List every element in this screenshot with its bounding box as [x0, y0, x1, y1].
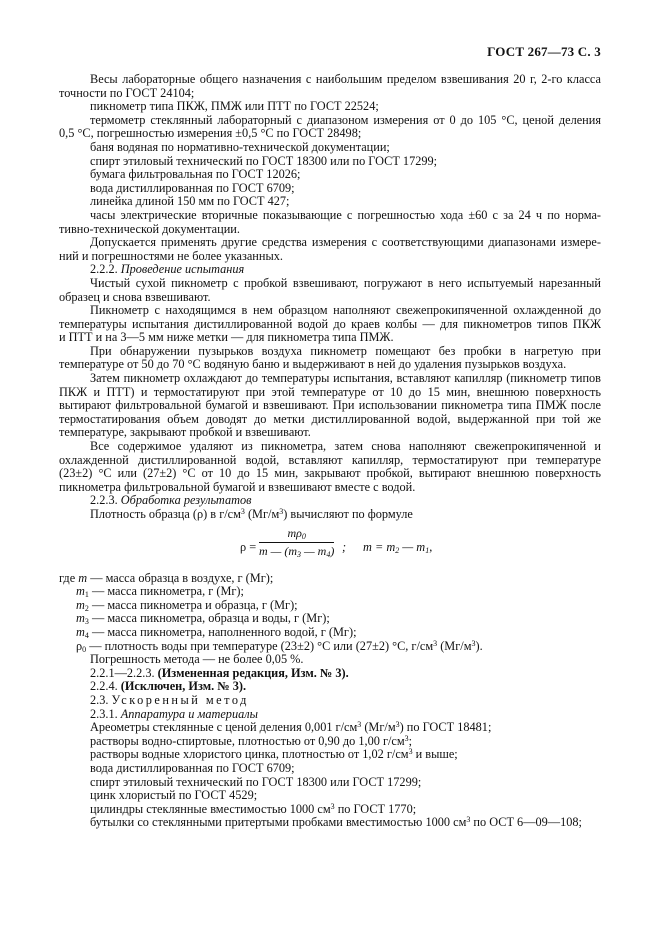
text-line: Пикнометр с находящимся в нем образцом наполняют свежепрокипяченной охлажденной до — [90, 303, 601, 318]
section-number: 2.3.1. — [90, 706, 118, 721]
formula-text: , — [429, 539, 433, 554]
section-title: Проведение испытания — [120, 262, 245, 277]
section-number: 2.2.2. — [90, 262, 118, 277]
density-formula — [59, 522, 601, 572]
text-line — [59, 803, 601, 817]
text-fragment: цилиндры стеклянные вместимостью 1000 см — [90, 801, 331, 816]
text-line: температуре, закрывают пробкой и взвешивают. — [59, 425, 311, 440]
text-line — [59, 721, 601, 735]
superscript: 3 — [471, 638, 476, 648]
text-line: и ПТТ и на 3—5 мм ниже метки — для пикнометра типа ПМЖ. — [59, 330, 394, 345]
formula-fraction — [259, 527, 334, 559]
text-fragment: Ареометры стеклянные с ценой деления 0,001 г/см — [90, 720, 358, 735]
text-line: Чистый сухой пикнометр с пробкой взвешивают, погружают в него испытуемый нарезанный — [90, 275, 601, 290]
text-fragment: бутылки со стеклянными притертыми пробками вместимостью 1000 см — [90, 815, 467, 830]
text-fragment: растворы водно-спиртовые, плотностью от 0,90 до 1,00 г/см — [90, 733, 405, 748]
text-line: (23±2) °С или (27±2) °С от 10 до 15 мин, закрывают пробкой, вытирают внешнюю поверхность — [59, 466, 601, 481]
fraction-numerator — [259, 527, 334, 543]
text-fragment: растворы водные хлористого цинка, плотностью от 1,02 г/см — [90, 747, 409, 762]
text-line: термометр стеклянный лабораторный с диапазоном измерения от 0 до 105 °С, ценой деления — [90, 112, 601, 127]
text-line: При обнаружении пузырьков воздуха пикнометр помещают без пробки в нагретую при — [90, 343, 601, 358]
variable-description: — масса пикнометра, наполненного водой, г (Мг); — [88, 624, 357, 639]
subscript: 0 — [82, 644, 87, 654]
text-fragment: (Мг/м — [244, 507, 280, 521]
text-line: вытирают фильтровальной бумагой и взвешивают. При использовании пикнометра типа ПМЖ после — [59, 398, 601, 413]
variable-symbol: m — [78, 570, 88, 585]
variable-definition — [59, 572, 601, 586]
text-line: бумага фильтровальная по ГОСТ 12026; — [90, 167, 301, 182]
variable-description: ). — [475, 638, 483, 653]
text-fragment: (Мг/м — [361, 720, 396, 735]
text-line: температуры испытания дистиллированной водой до краев колбы — для пикнометров типов ПКЖ — [59, 316, 601, 331]
text-line: Допускается применять другие средства измерения с соответствующими диапазонами измере- — [90, 235, 601, 250]
numerator-text: mρ — [287, 525, 302, 540]
superscript: 3 — [408, 747, 413, 757]
text-line: Погрешность метода — не более 0,05 %. — [90, 652, 304, 667]
text-line: цинк хлористый по ГОСТ 4529; — [90, 788, 258, 803]
variable-definition — [59, 612, 601, 626]
denominator-text: ) — [330, 544, 335, 559]
section-number: 2.2.1—2.2.3. — [90, 665, 155, 680]
text-fragment: по ГОСТ 1770; — [334, 801, 417, 816]
formula-separator: ; — [342, 539, 347, 554]
variable-symbol: ρ — [76, 638, 83, 653]
text-line: точности по ГОСТ 24104; — [59, 85, 195, 100]
text-fragment: ) по ГОСТ 18481; — [399, 720, 492, 735]
subscript: 1 — [84, 590, 89, 600]
text-line: часы электрические вторичные показывающие с погрешностью хода ±60 с за 24 ч по норма- — [90, 207, 601, 222]
text-line: 0,5 °С, погрешностью измерения ±0,5 °С по ГОСТ 28498; — [59, 126, 362, 141]
denominator-text: m — (m — [259, 544, 297, 559]
subscript: 2 — [395, 545, 400, 555]
text-line: баня водяная по нормативно-технической документации; — [90, 139, 390, 154]
variable-symbol: m — [76, 611, 85, 626]
text-fragment: ) вычисляют по формуле — [283, 507, 413, 521]
amendment-note — [59, 680, 601, 694]
text-line: вода дистиллированная по ГОСТ 6709; — [90, 760, 295, 775]
section-title: Ускоренный метод — [111, 692, 249, 707]
superscript: 3 — [240, 507, 245, 516]
amendment-text: (Измененная редакция, Изм. № 3). — [157, 665, 349, 680]
text-line: ний и погрешностями не более указанных. — [59, 248, 283, 263]
text-line: Все содержимое удаляют из пикнометра, затем снова наполняют свежепрокипяченной и — [90, 439, 601, 454]
formula-rho: ρ = — [240, 539, 257, 554]
text-line: тивно-технической документации. — [59, 221, 240, 236]
formula-text: m = m — [363, 539, 396, 554]
page-header: ГОСТ 267—73 С. 3 — [487, 44, 601, 59]
variable-description: (Мг/м — [437, 638, 472, 653]
variable-description: — масса пикнометра, г (Мг); — [88, 584, 244, 599]
variable-description: — плотность воды при температуре (23±2) °С или (27±2) °С, г/см — [86, 638, 434, 653]
text-fragment: ; — [408, 733, 413, 748]
superscript: 3 — [279, 507, 284, 516]
variable-definition — [59, 585, 601, 599]
superscript: 3 — [466, 815, 471, 825]
subscript: 3 — [297, 550, 301, 560]
text-line: образец и снова взвешивают. — [59, 289, 211, 304]
subscript: 0 — [301, 531, 306, 541]
text-line: температуре от 50 до 70 °С водяную баню и выдерживают в ней до удаления пузырьков воздуха. — [59, 357, 567, 372]
text-fragment: по ОСТ 6—09—108; — [470, 815, 582, 830]
formula-mass-definition — [363, 541, 432, 555]
text-line: ПКЖ и ПТТ) и термостатируют при этой температуре от 10 до 15 мин, внешнюю поверхность — [59, 384, 601, 399]
subscript: 1 — [425, 545, 430, 555]
subscript: 4 — [84, 630, 89, 640]
variable-symbol: m — [76, 584, 85, 599]
section-heading-2-2-2 — [59, 263, 601, 277]
superscript: 3 — [330, 801, 335, 811]
text-line: Весы лабораторные общего назначения с наибольшим пределом взвешивания 20 г, 2-го класса — [90, 72, 601, 86]
text-line: спирт этиловый технический по ГОСТ 18300 или ГОСТ 17299; — [90, 774, 422, 789]
variable-symbol: m — [76, 624, 85, 639]
text-line — [59, 816, 601, 830]
variable-description: — масса пикнометра, образца и воды, г (Мг); — [88, 611, 330, 626]
text-fragment: и выше; — [412, 747, 458, 762]
text-line: термостатирования объем доводят до метки дистиллированной водой, выдержанной при той же — [59, 411, 601, 426]
section-heading-2-3 — [59, 694, 601, 708]
text-line: линейка длиной 150 мм по ГОСТ 427; — [90, 194, 290, 209]
formula-text: — m — [399, 539, 426, 554]
section-number: 2.2.3. — [90, 493, 118, 508]
text-line: Затем пикнометр охлаждают до температуры испытания, вставляют капилляр (пикнометр типов — [90, 371, 601, 386]
superscript: 3 — [433, 638, 438, 648]
text-line: пикнометра фильтровальной бумагой и взвешивают вместе с водой. — [59, 479, 416, 494]
subscript: 4 — [326, 550, 331, 560]
superscript: 3 — [404, 733, 409, 743]
variable-definition — [59, 599, 601, 613]
section-heading-2-3-1 — [59, 708, 601, 722]
amendment-text: (Исключен, Изм. № 3). — [120, 679, 247, 694]
variable-description: — масса пикнометра и образца, г (Мг); — [88, 597, 298, 612]
section-number: 2.2.4. — [90, 679, 118, 694]
variable-definition — [59, 640, 601, 654]
text-fragment: Плотность образца (ρ) в г/см — [90, 507, 241, 521]
text-line — [59, 508, 601, 522]
subscript: 2 — [84, 603, 89, 613]
superscript: 3 — [357, 720, 362, 730]
superscript: 3 — [395, 720, 400, 730]
text-line: спирт этиловый технический по ГОСТ 18300 или по ГОСТ 17299; — [90, 153, 438, 168]
variable-definition — [59, 626, 601, 640]
section-title: Обработка результатов — [120, 493, 252, 508]
denominator-text: — m — [301, 544, 327, 559]
text-line: охлажденной дистиллированной водой, вставляют капилляр, термостатируют при температуре — [59, 452, 601, 467]
section-heading-2-2-3 — [59, 494, 601, 508]
page-body — [59, 73, 601, 830]
text-line — [59, 735, 601, 749]
amendment-note — [59, 667, 601, 681]
subscript: 3 — [84, 617, 89, 627]
variable-description: — масса образца в воздухе, г (Мг); — [87, 570, 274, 585]
text-fragment: где — [59, 570, 79, 585]
text-line: вода дистиллированная по ГОСТ 6709; — [90, 180, 295, 195]
text-line: пикнометр типа ПКЖ, ПМЖ или ПТТ по ГОСТ 22524; — [90, 99, 379, 114]
formula-lhs — [240, 541, 256, 555]
fraction-denominator — [259, 542, 334, 559]
section-title: Аппаратура и материалы — [120, 706, 258, 721]
text-line — [59, 748, 601, 762]
section-number: 2.3. — [90, 692, 109, 707]
variable-symbol: m — [76, 597, 85, 612]
